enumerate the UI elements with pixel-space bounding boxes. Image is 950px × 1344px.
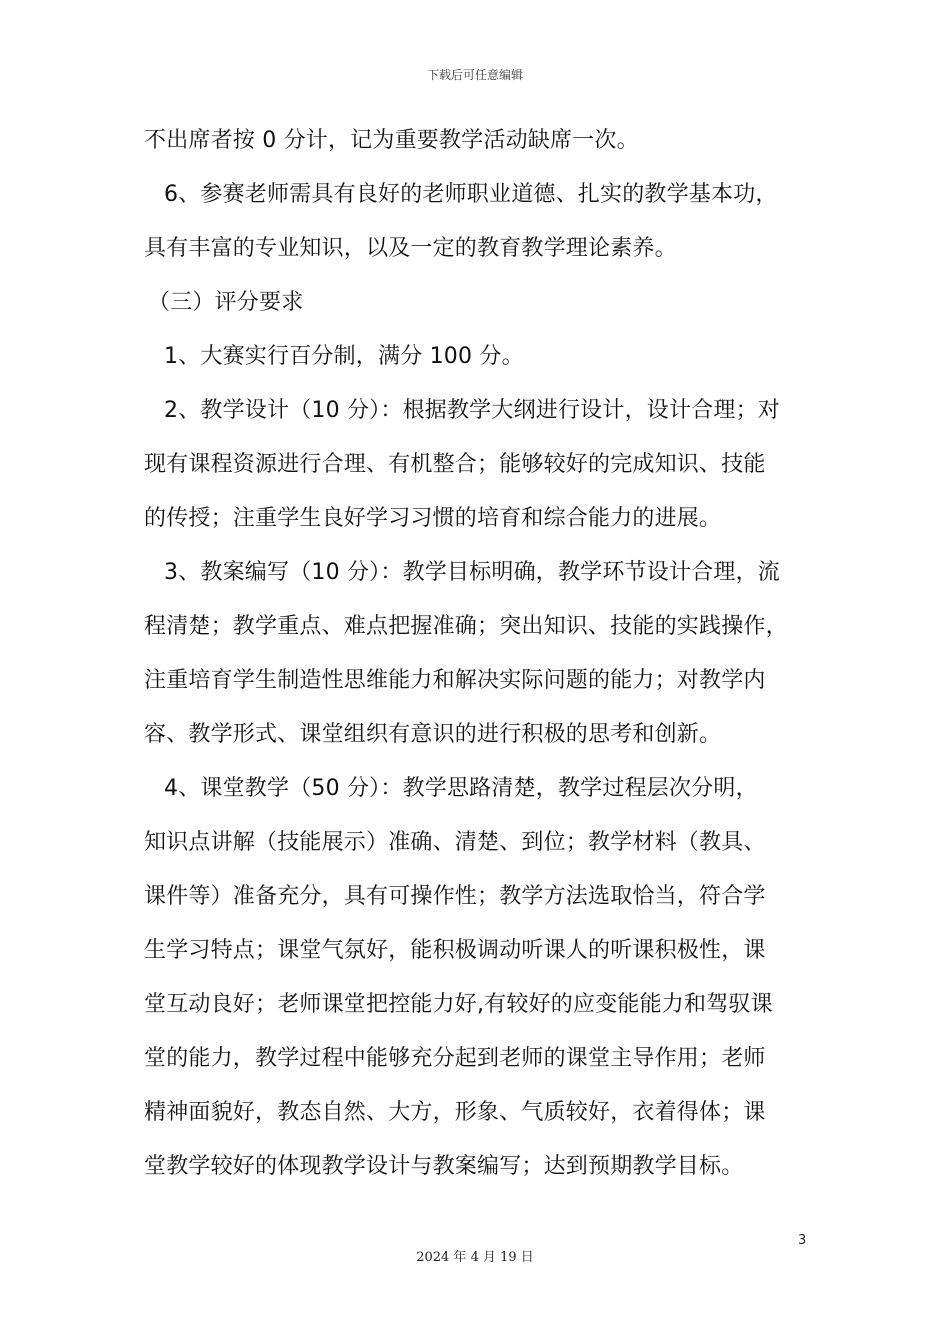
page-number: 3 [798,1233,807,1248]
paragraph-line: 的传授；注重学生良好学习习惯的培育和综合能力的进展。 [144,506,722,531]
paragraph-line: 容、教学形式、课堂组织有意识的进行积极的思考和创新。 [144,722,722,747]
footer-date: 2024 年 4 月 19 日 [416,1250,534,1265]
paragraph-line: 4、课堂教学（50 分）：教学思路清楚，教学过程层次分明， [164,776,758,801]
paragraph-line: 生学习特点；课堂气氛好，能积极调动听课人的听课积极性，课 [144,938,766,963]
paragraph-line: 注重培育学生制造性思维能力和解决实际问题的能力；对教学内 [144,668,766,693]
paragraph-line: 具有丰富的专业知识，以及一定的教育教学理论素养。 [144,236,677,261]
document-body [144,118,824,1198]
page-header: 下载后可任意编辑 [426,68,523,82]
paragraph-line: 3、教案编写（10 分）：教学目标明确，教学环节设计合理，流 [164,560,780,585]
paragraph-line: 6、参赛老师需具有良好的老师职业道德、扎实的教学基本功， [164,182,778,207]
paragraph-line: 2、教学设计（10 分）：根据教学大纲进行设计，设计合理；对 [164,398,780,423]
paragraph-line: 精神面貌好，教态自然、大方，形象、气质较好，衣着得体；课 [144,1100,766,1125]
paragraph-line: 课件等）准备充分，具有可操作性；教学方法选取恰当，符合学 [144,884,766,909]
paragraph-line: 程清楚；教学重点、难点把握准确；突出知识、技能的实践操作， [144,614,788,639]
paragraph-line: 知识点讲解（技能展示）准确、清楚、到位；教学材料（教具、 [144,830,766,855]
section-heading: （三）评分要求 [148,290,304,315]
paragraph-line: 现有课程资源进行合理、有机整合；能够较好的完成知识、技能 [144,452,766,477]
paragraph-line: 1、大赛实行百分制，满分 100 分。 [164,344,524,369]
paragraph-line: 不出席者按 0 分计，记为重要教学活动缺席一次。 [144,128,639,153]
paragraph-line: 堂教学较好的体现教学设计与教案编写；达到预期教学目标。 [144,1154,744,1179]
paragraph-line: 堂的能力，教学过程中能够充分起到老师的课堂主导作用；老师 [144,1046,766,1071]
paragraph-line: 堂互动良好；老师课堂把控能力好,有较好的应变能能力和驾驭课 [144,992,773,1017]
